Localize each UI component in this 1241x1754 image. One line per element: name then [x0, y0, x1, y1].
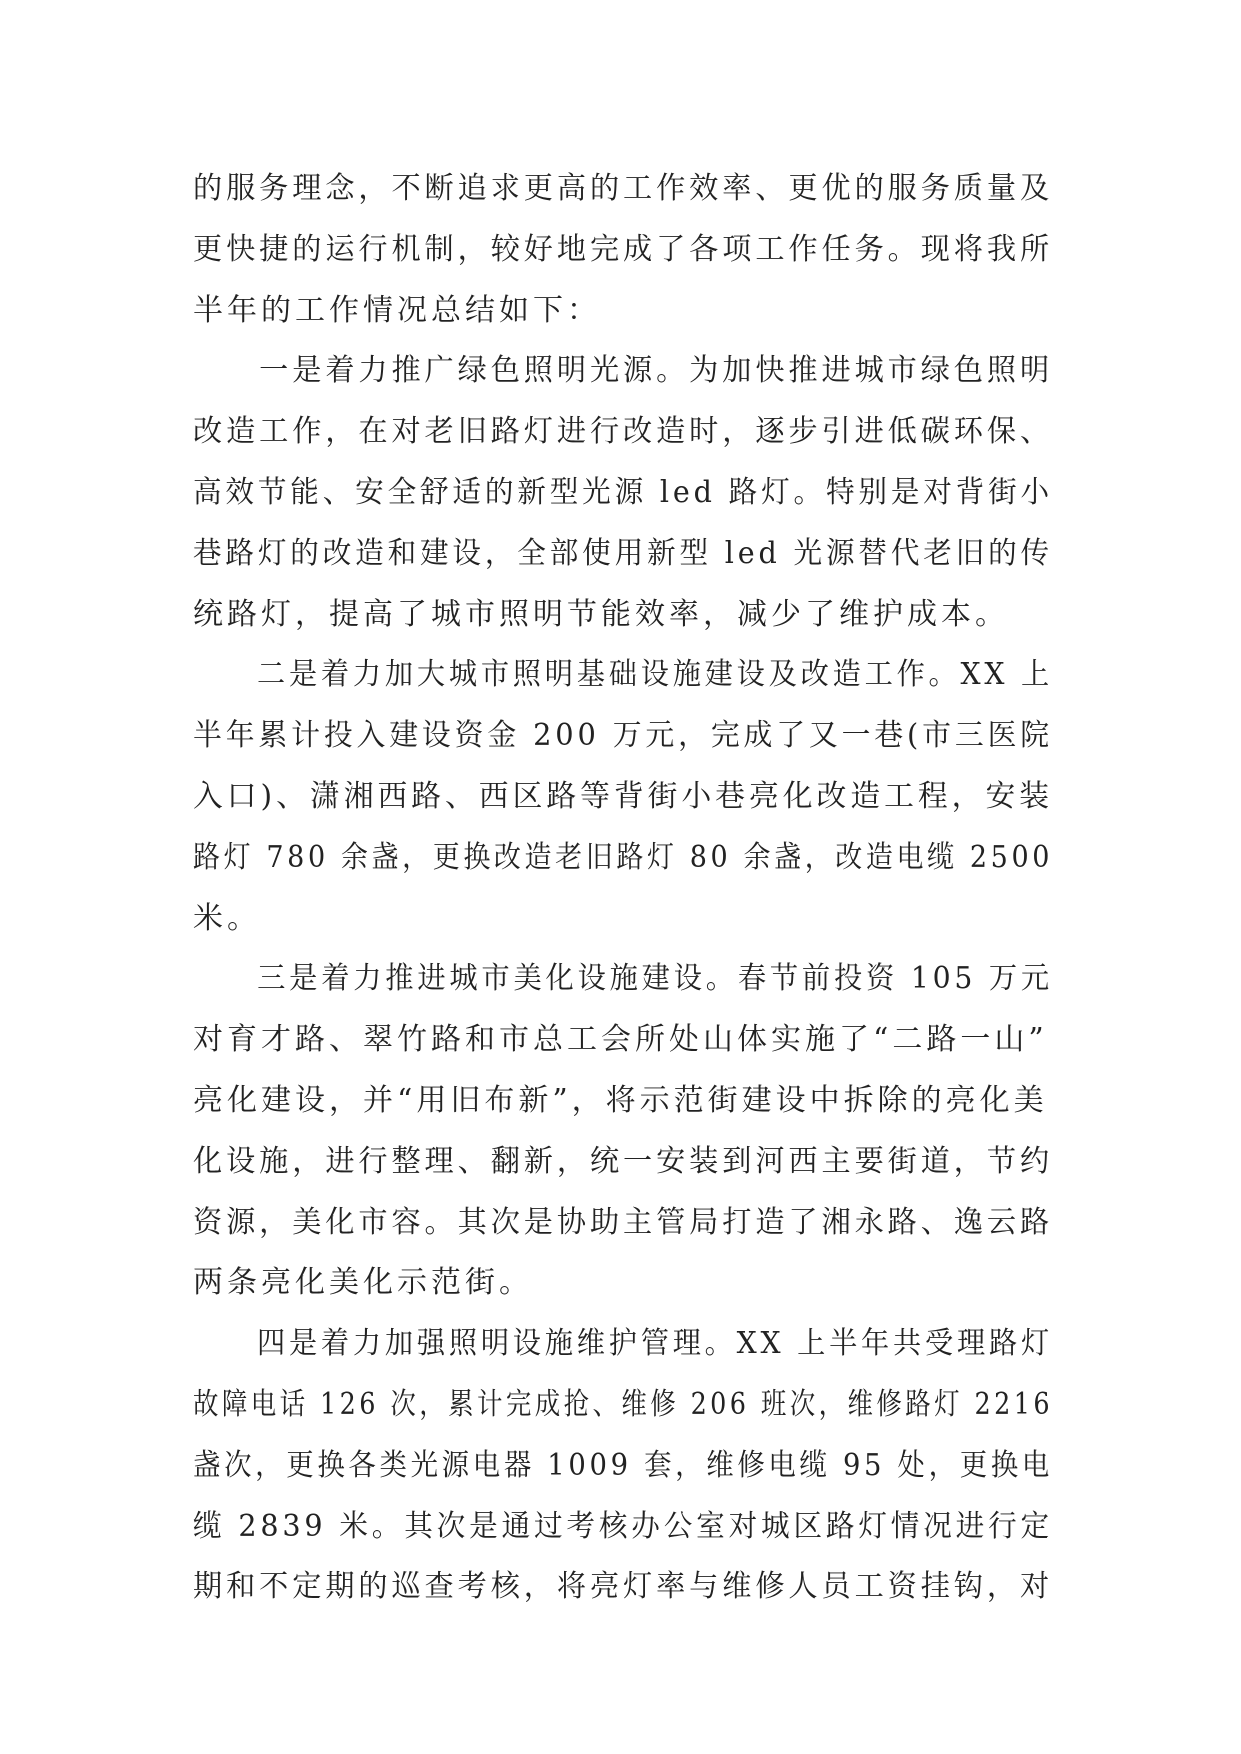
paragraph	[193, 645, 1053, 949]
text-line: 巷路灯的改造和建设，全部使用新型 led 光源替代老旧的传	[193, 535, 1053, 571]
text-line: 半年累计投入建设资金 200 万元，完成了又一巷(市三医院	[193, 718, 1053, 754]
text-line: 路灯 780 余盏，更换改造老旧路灯 80 余盏，改造电缆 2500	[193, 839, 1054, 875]
text-line: 化设施，进行整理、翻新，统一安装到河西主要街道，节约	[193, 1143, 1054, 1179]
text-line: 半年的工作情况总结如下：	[193, 292, 601, 328]
text-line: 亮化建设，并“用旧布新”，将示范街建设中拆除的亮化美	[193, 1082, 1048, 1118]
paragraph	[193, 1314, 1053, 1618]
text-line: 更快捷的运行机制，较好地完成了各项工作任务。现将我所	[193, 231, 1054, 267]
text-line: 缆 2839 米。其次是通过考核办公室对城区路灯情况进行定	[193, 1508, 1053, 1544]
paragraph	[193, 159, 1053, 341]
text-line: 入口)、潇湘西路、西区路等背街小巷亮化改造工程，安装	[193, 778, 1054, 814]
text-line: 两条亮化美化示范街。	[193, 1265, 533, 1301]
text-line: 二是着力加大城市照明基础设施建设及改造工作。XX 上	[256, 657, 1053, 693]
document-body	[193, 159, 1053, 1618]
text-line: 四是着力加强照明设施维护管理。XX 上半年共受理路灯	[256, 1326, 1053, 1362]
paragraph	[193, 341, 1053, 645]
text-line: 盏次，更换各类光源电器 1009 套，维修电缆 95 处，更换电	[193, 1447, 1053, 1483]
text-line: 资源，美化市容。其次是协助主管局打造了湘永路、逸云路	[193, 1204, 1054, 1240]
text-line: 米。	[193, 900, 261, 936]
text-line: 三是着力推进城市美化设施建设。春节前投资 105 万元	[257, 961, 1053, 997]
text-line: 的服务理念，不断追求更高的工作效率、更优的服务质量及	[193, 171, 1054, 206]
text-line: 对育才路、翠竹路和市总工会所处山体实施了“二路一山”	[193, 1022, 1048, 1058]
text-line: 期和不定期的巡查考核，将亮灯率与维修人员工资挂钩，对	[193, 1569, 1054, 1605]
text-line: 高效节能、安全舒适的新型光源 led 路灯。特别是对背街小	[193, 474, 1053, 510]
text-line: 故障电话 126 次，累计完成抢、维修 206 班次，维修路灯 2216	[193, 1386, 1053, 1422]
text-line: 统路灯，提高了城市照明节能效率，减少了维护成本。	[193, 596, 1009, 632]
text-line: 一是着力推广绿色照明光源。为加快推进城市绿色照明	[259, 353, 1054, 389]
text-line: 改造工作，在对老旧路灯进行改造时，逐步引进低碳环保、	[193, 414, 1054, 450]
paragraph	[193, 949, 1053, 1314]
